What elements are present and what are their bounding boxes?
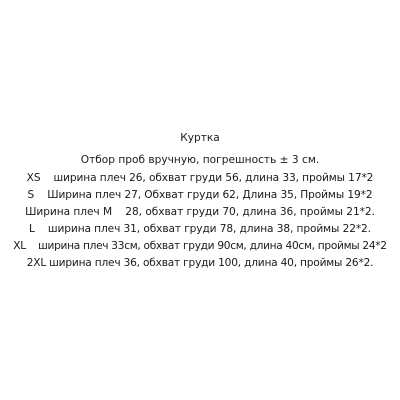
size-row-xs: XS ширина плеч 26, обхват груди 56, длина 33, проймы 17*2 (26, 172, 374, 184)
size-row-2xl: 2XL ширина плеч 36, обхват груди 100, длина 40, проймы 26*2. (26, 257, 374, 269)
size-row-s: S Ширина плеч 27, Обхват груди 62, Длина 35, Проймы 19*2 (27, 189, 373, 201)
document-title: Куртка (180, 132, 220, 144)
size-row-l: L ширина плеч 31, обхват груди 78, длина 38, проймы 22*2. (29, 223, 371, 235)
measurement-note: Отбор проб вручную, погрешность ± 3 см. (80, 154, 320, 166)
size-row-m: Ширина плеч M 28, обхват груди 70, длина 36, проймы 21*2. (25, 206, 375, 218)
size-row-xl: XL ширина плеч 33см, обхват груди 90см, длина 40см, проймы 24*2 (13, 240, 387, 252)
